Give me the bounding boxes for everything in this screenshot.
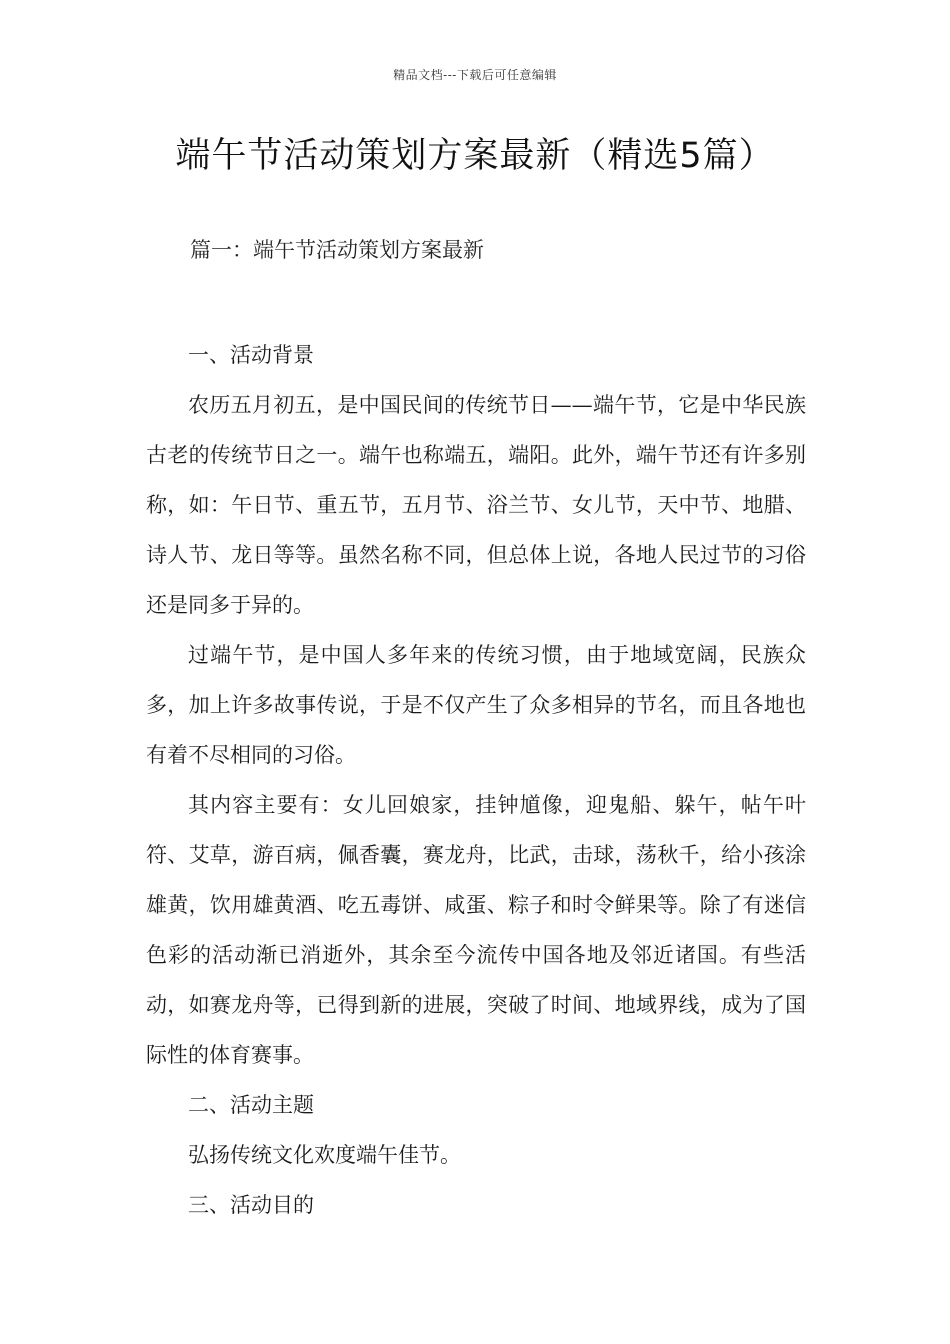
paragraph-background-2: 过端午节，是中国人多年来的传统习惯，由于地域宽阔，民族众多，加上许多故事传说，于是不仅产生了众多相异的节名，而且各地也有着不尽相同的习俗。 <box>146 643 806 767</box>
document-body <box>146 330 806 1230</box>
paragraph-theme: 弘扬传统文化欢度端午佳节。 <box>188 1143 461 1167</box>
heading-activity-background: 一、活动背景 <box>188 343 314 367</box>
paragraph-background-1: 农历五月初五，是中国民间的传统节日——端午节，它是中华民族古老的传统节日之一。端午也称端五，端阳。此外，端午节还有许多别称，如：午日节、重五节，五月节、浴兰节、女儿节，天中节、地腊、诗人节、龙日等等。虽然名称不同，但总体上说，各地人民过节的习俗还是同多于异的。 <box>146 393 806 617</box>
heading-activity-purpose: 三、活动目的 <box>188 1193 314 1217</box>
heading-activity-theme: 二、活动主题 <box>188 1093 314 1117</box>
section-subtitle: 篇一：端午节活动策划方案最新 <box>190 238 484 262</box>
page-header-watermark: 精品文档---下载后可任意编辑 <box>393 68 557 82</box>
document-title: 端午节活动策划方案最新（精选5篇） <box>175 136 775 176</box>
paragraph-background-3: 其内容主要有：女儿回娘家，挂钟馗像，迎鬼船、躲午，帖午叶符、艾草，游百病，佩香囊，赛龙舟，比武，击球，荡秋千，给小孩涂雄黄，饮用雄黄酒、吃五毒饼、咸蛋、粽子和时令鲜果等。除了有迷信色彩的活动渐已消逝外，其余至今流传中国各地及邻近诸国。有些活动，如赛龙舟等，已得到新的进展，突破了时间、地域界线，成为了国际性的体育赛事。 <box>146 793 806 1067</box>
